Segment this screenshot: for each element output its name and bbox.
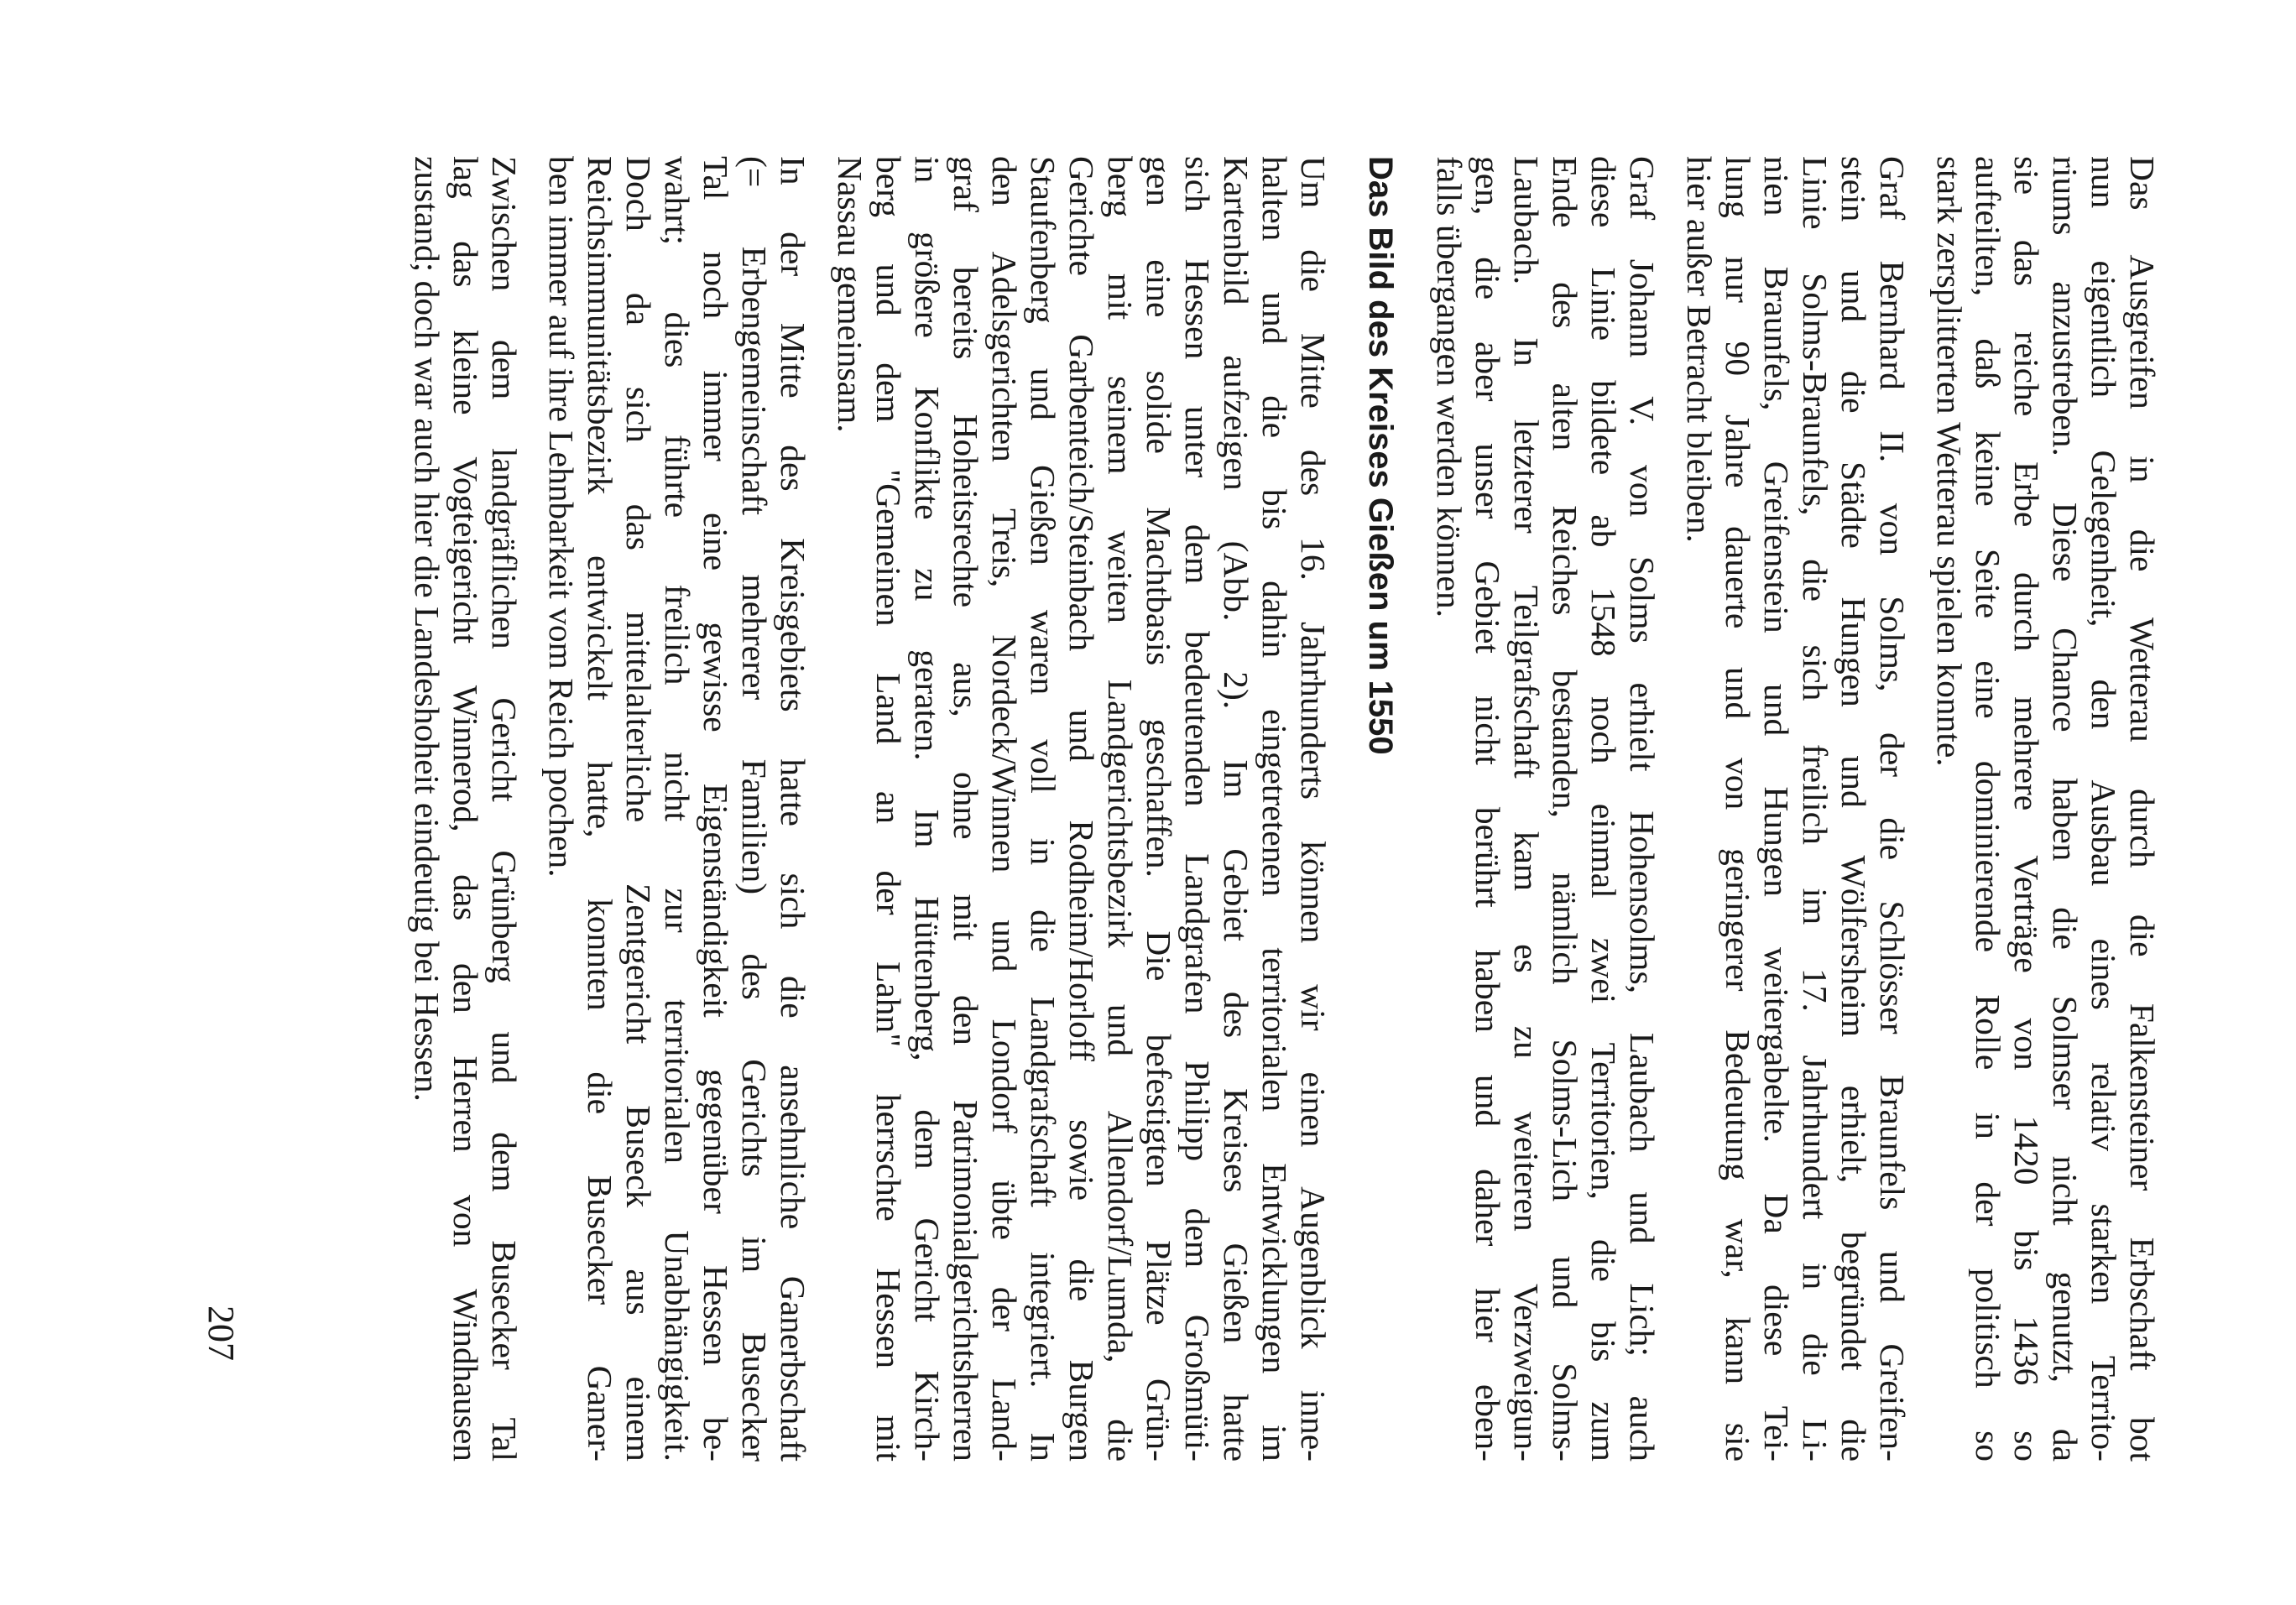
- text-line: in größere Konflikte zu geraten. Im Hüttenberg, dem Gericht Kirch-: [908, 156, 947, 1462]
- text-line: den Adelsgerichten Treis, Nordeck/Winnen und Londorf übte der Land-: [985, 156, 1024, 1462]
- text-line: Laubach. In letzterer Teilgrafschaft kam es zu weiteren Verzweigun-: [1507, 156, 1546, 1462]
- paragraph: [831, 156, 1333, 1462]
- paragraph: [408, 156, 524, 1462]
- text-line: Das Ausgreifen in die Wetterau durch die Falkensteiner Erbschaft bot: [2123, 156, 2162, 1462]
- text-line: riums anzustreben. Diese Chance haben die Solmser nicht genutzt, da: [2046, 156, 2085, 1462]
- text-line: gen eine solide Machtbasis geschaffen. Die befestigten Plätze Grün-: [1140, 156, 1178, 1462]
- text-line: zustand; doch war auch hier die Landeshoheit eindeutig bei Hessen.: [408, 156, 446, 1102]
- text-line: stein und die Städte Hungen und Wölfersheim erhielt, begründet die: [1834, 156, 1873, 1462]
- text-line: Um die Mitte des 16. Jahrhunderts können wir einen Augenblick inne-: [1294, 156, 1333, 1462]
- text-line: nien Braunfels, Greifenstein und Hungen weitergabelte. Da diese Tei-: [1757, 156, 1796, 1462]
- text-line: Ende des alten Reiches bestanden, nämlich Solms-Lich und Solms-: [1546, 156, 1584, 1462]
- text-line: graf bereits Hoheitsrechte aus, ohne mit den Patrimonialgerichtsherren: [947, 156, 985, 1462]
- text-line: Graf Bernhard II. von Solms, der die Schlösser Braunfels und Greifen-: [1873, 156, 1912, 1462]
- text-line: Reichsimmunitätsbezirk entwickelt hatte, konnten die Busecker Ganer-: [581, 156, 619, 1462]
- text-column: [389, 156, 2162, 1462]
- text-line: nun eigentlich Gelegenheit, den Ausbau eines relativ starken Territo-: [2085, 156, 2123, 1462]
- text-line: Nassau gemeinsam.: [831, 156, 869, 433]
- text-line: Linie Solms-Braunfels, die sich freilich im 17. Jahrhundert in die Li-: [1796, 156, 1834, 1462]
- text-line: falls übergangen werden können.: [1430, 156, 1469, 618]
- text-line: hier außer Betracht bleiben.: [1680, 156, 1719, 543]
- paragraph: [1680, 156, 1912, 1462]
- text-line: berg mit seinem weiten Landgerichtsbezirk und Allendorf/Lumda, die: [1101, 156, 1140, 1462]
- text-line: Graf Johann V. von Solms erhielt Hohensolms, Laubach und Lich; auch: [1623, 156, 1662, 1462]
- text-line: sie das reiche Erbe durch mehrere Verträge von 1420 bis 1436 so: [2007, 156, 2046, 1462]
- paragraph: [1930, 156, 2162, 1462]
- text-line: wahrt; dies führte freilich nicht zur territorialen Unabhängigkeit.: [658, 156, 697, 1462]
- text-line: Staufenberg und Gießen waren voll in die Landgrafschaft integriert. In: [1024, 156, 1062, 1462]
- text-line: Zwischen dem landgräflichen Gericht Grünberg und dem Busecker Tal: [485, 156, 524, 1462]
- text-line: halten und die bis dahin eingetretenen territorialen Entwicklungen im: [1255, 156, 1294, 1462]
- text-line: Tal noch immer eine gewisse Eigenständigkeit gegenüber Hessen be-: [697, 156, 735, 1462]
- text-line: berg und dem "Gemeinen Land an der Lahn" herrschte Hessen mit: [869, 156, 908, 1462]
- text-line: aufteilten, daß keine Seite eine dominierende Rolle in der politisch so: [1969, 156, 2007, 1462]
- page-number: 207: [201, 1305, 242, 1361]
- text-line: ben immer auf ihre Lehnbarkeit vom Reich pochen.: [542, 156, 581, 878]
- paragraph: [1430, 156, 1662, 1462]
- text-line: diese Linie bildete ab 1548 noch einmal zwei Territorien, die bis zum: [1584, 156, 1623, 1462]
- section-heading: Das Bild des Kreises Gießen um 1550: [1362, 156, 1399, 755]
- text-line: sich Hessen unter dem bedeutenden Landgrafen Philipp dem Großmüti-: [1178, 156, 1217, 1462]
- text-line: (= Erbengemeinschaft mehrerer Familien) des Gerichts im Busecker: [735, 156, 774, 1462]
- text-line: Doch da sich das mittelalterliche Zentgericht Buseck aus einem: [619, 156, 658, 1462]
- text-line: lag das kleine Vogteigericht Winnerod, das den Herren von Windhausen: [446, 156, 485, 1462]
- paragraph: [542, 156, 812, 1462]
- text-line: Kartenbild aufzeigen (Abb. 2). Im Gebiet des Kreises Gießen hatte: [1217, 156, 1255, 1462]
- text-line: Gerichte Garbenteich/Steinbach und Rodheim/Horloff sowie die Burgen: [1062, 156, 1101, 1462]
- text-line: lung nur 90 Jahre dauerte und von geringerer Bedeutung war, kann sie: [1719, 156, 1757, 1462]
- text-line: stark zersplitterten Wetterau spielen konnte.: [1930, 156, 1969, 767]
- text-line: gen, die aber unser Gebiet nicht berührt haben und daher hier eben-: [1469, 156, 1507, 1462]
- text-line: In der Mitte des Kreisgebiets hatte sich die ansehnliche Ganerbschaft: [774, 156, 812, 1462]
